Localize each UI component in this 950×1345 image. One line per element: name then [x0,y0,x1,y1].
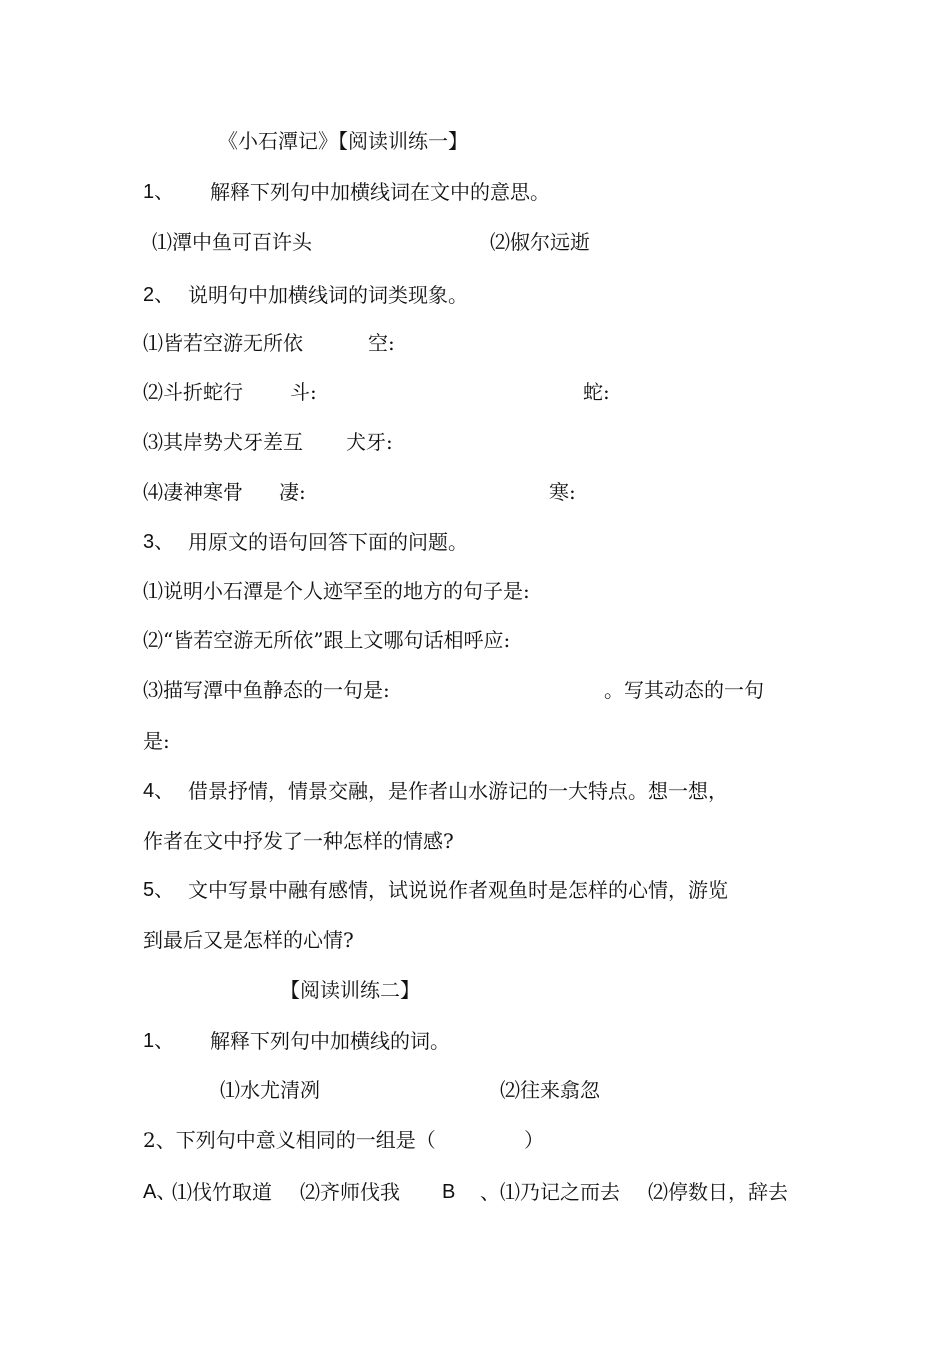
question-5-continuation: 到最后又是怎样的心情? [143,928,354,952]
question-2-item-2-answer-b: 蛇: [583,380,610,404]
question-3-item-1: ⑴说明小石潭是个人迹罕至的地方的句子是: [143,579,530,603]
question-3-item-3-tail: 。写其动态的一句 [604,678,764,702]
question-2-item-2: ⑵斗折蛇行 [143,380,243,404]
section-2-question-1-text: 解释下列句中加横线的词。 [210,1029,450,1053]
option-b-item-1: 、⑴乃记之而去 [480,1180,620,1204]
question-2-item-2-answer-a: 斗: [290,380,317,404]
option-b-item-2: ⑵停数日，辞去 [648,1180,788,1204]
question-3-number: 3、 [143,531,175,553]
question-1-item-2: ⑵俶尔远逝 [490,230,590,254]
question-2-item-1-answer: 空: [368,331,395,355]
question-2-item-3-answer: 犬牙: [346,430,393,454]
question-5-text: 文中写景中融有感情，试说说作者观鱼时是怎样的心情，游览 [188,878,728,902]
option-a-item-2: ⑵齐师伐我 [300,1180,400,1204]
question-3-item-3: ⑶描写潭中鱼静态的一句是: [143,678,390,702]
option-a-item-1: ⑴伐竹取道 [172,1180,272,1204]
question-3-item-2: ⑵“皆若空游无所依”跟上文哪句话相呼应: [143,628,511,652]
question-3-item-3-continuation: 是: [143,729,170,753]
question-2-number: 2、 [143,284,175,306]
question-1-number: 1、 [143,181,175,203]
question-4-continuation: 作者在文中抒发了一种怎样的情感? [143,829,454,853]
page-title: 《小石潭记》【阅读训练一】 [218,129,468,153]
question-2-item-3: ⑶其岸势犬牙差互 [143,430,303,454]
option-b-label: B [442,1181,456,1203]
question-1-text: 解释下列句中加横线词在文中的意思。 [210,180,550,204]
question-2-item-4: ⑷凄神寒骨 [143,480,243,504]
section-2-question-1-item-2: ⑵往来翕忽 [500,1078,600,1102]
option-a-label: A、 [143,1181,177,1203]
question-2-item-4-answer-b: 寒: [549,480,576,504]
question-4-number: 4、 [143,780,175,802]
question-2-item-4-answer-a: 凄: [279,480,306,504]
question-4-text: 借景抒情，情景交融，是作者山水游记的一大特点。想一想， [188,779,728,803]
section-2-question-2-close: ） [524,1128,544,1152]
question-2-text: 说明句中加横线词的词类现象。 [188,283,468,307]
section-2-question-1-item-1: ⑴水尤清冽 [220,1078,320,1102]
section-2-question-2-text: 2、下列句中意义相同的一组是（ [143,1128,436,1152]
question-2-item-1: ⑴皆若空游无所依 [143,331,303,355]
section-2-question-1-number: 1、 [143,1030,175,1052]
section-2-heading: 【阅读训练二】 [280,978,420,1002]
question-5-number: 5、 [143,879,175,901]
question-1-item-1: ⑴潭中鱼可百许头 [152,230,312,254]
question-3-text: 用原文的语句回答下面的问题。 [188,530,468,554]
